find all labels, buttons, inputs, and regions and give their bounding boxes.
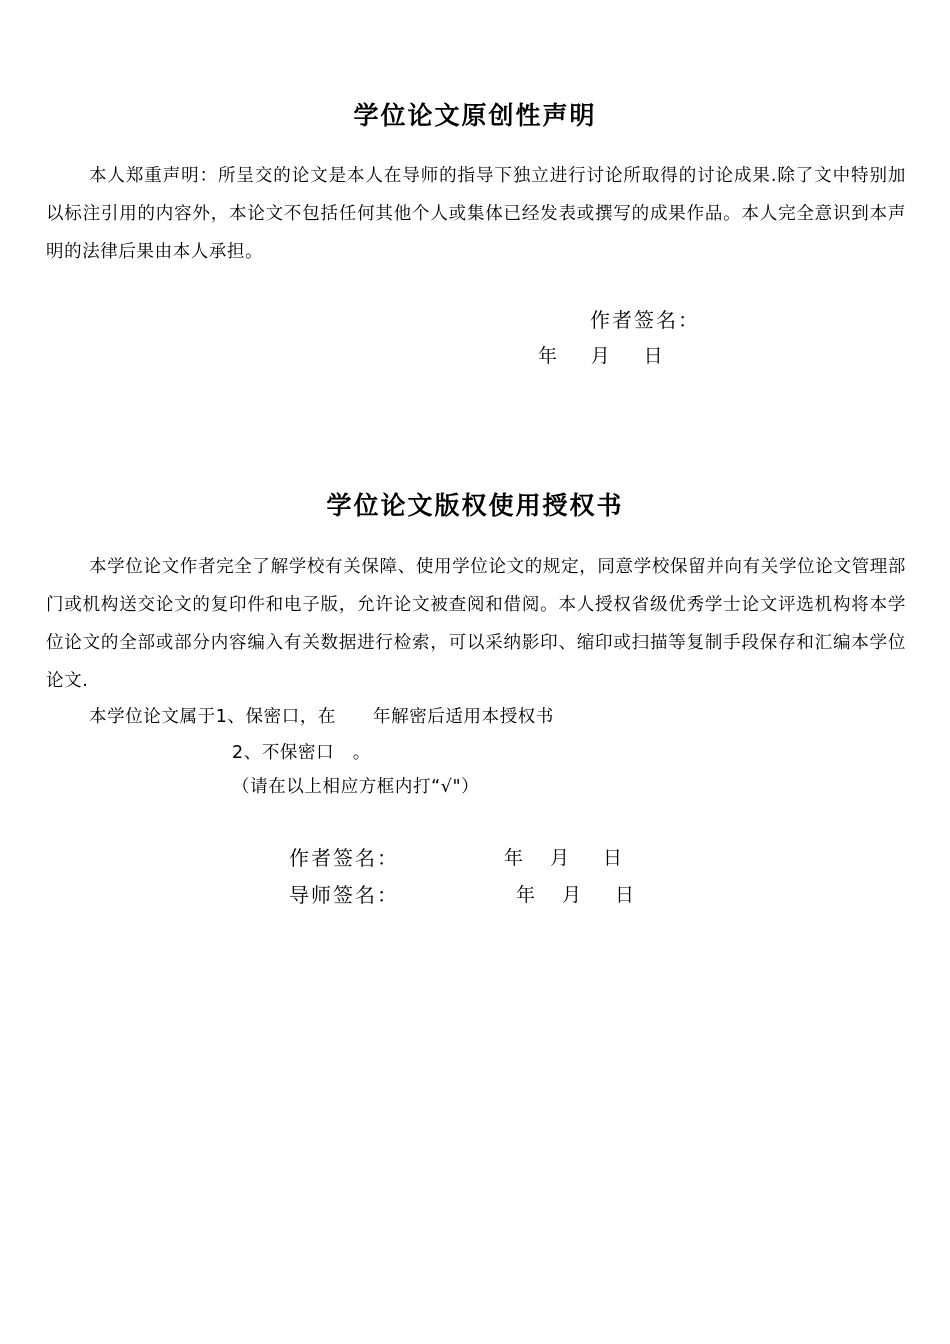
authorization-title: 学位论文版权使用授权书 <box>326 491 624 520</box>
author-signature-label: 作者签名： <box>590 308 700 332</box>
author-date: 年 月 日 <box>504 847 623 869</box>
declaration-body: 本人郑重声明：所呈交的论文是本人在导师的指导下独立进行讨论所取得的讨论成果.除了文中特别加以标注引用的内容外，本论文不包括任何其他个人或集体已经发表或撰写的成果作品。本人完全意识到本声明的法律后果由本人承担。 <box>46 166 906 262</box>
confidentiality-option-2: 2、不保密口 。 <box>232 743 371 763</box>
declaration-title: 学位论文原创性声明 <box>353 101 597 130</box>
advisor-signature-label: 导师签名： <box>289 883 399 907</box>
advisor-date: 年 月 日 <box>516 884 635 906</box>
author-signature-label-2: 作者签名： <box>289 846 399 870</box>
declaration-date: 年 月 日 <box>538 345 664 367</box>
checkbox-instruction: （请在以上相应方框内打“√"） <box>232 777 480 797</box>
confidentiality-option-1: 本学位论文属于1、保密口，在 年解密后适用本授权书 <box>89 707 555 727</box>
authorization-body: 本学位论文作者完全了解学校有关保障、使用学位论文的规定，同意学校保留并向有关学位论文管理部门或机构送交论文的复印件和电子版，允许论文被查阅和借阅。本人授权省级优秀学士论文评选机构将本学位论文的全部或部分内容编入有关数据进行检索，可以采纳影印、缩印或扫描等复制手段保存和汇编本学位论文. <box>46 557 906 691</box>
